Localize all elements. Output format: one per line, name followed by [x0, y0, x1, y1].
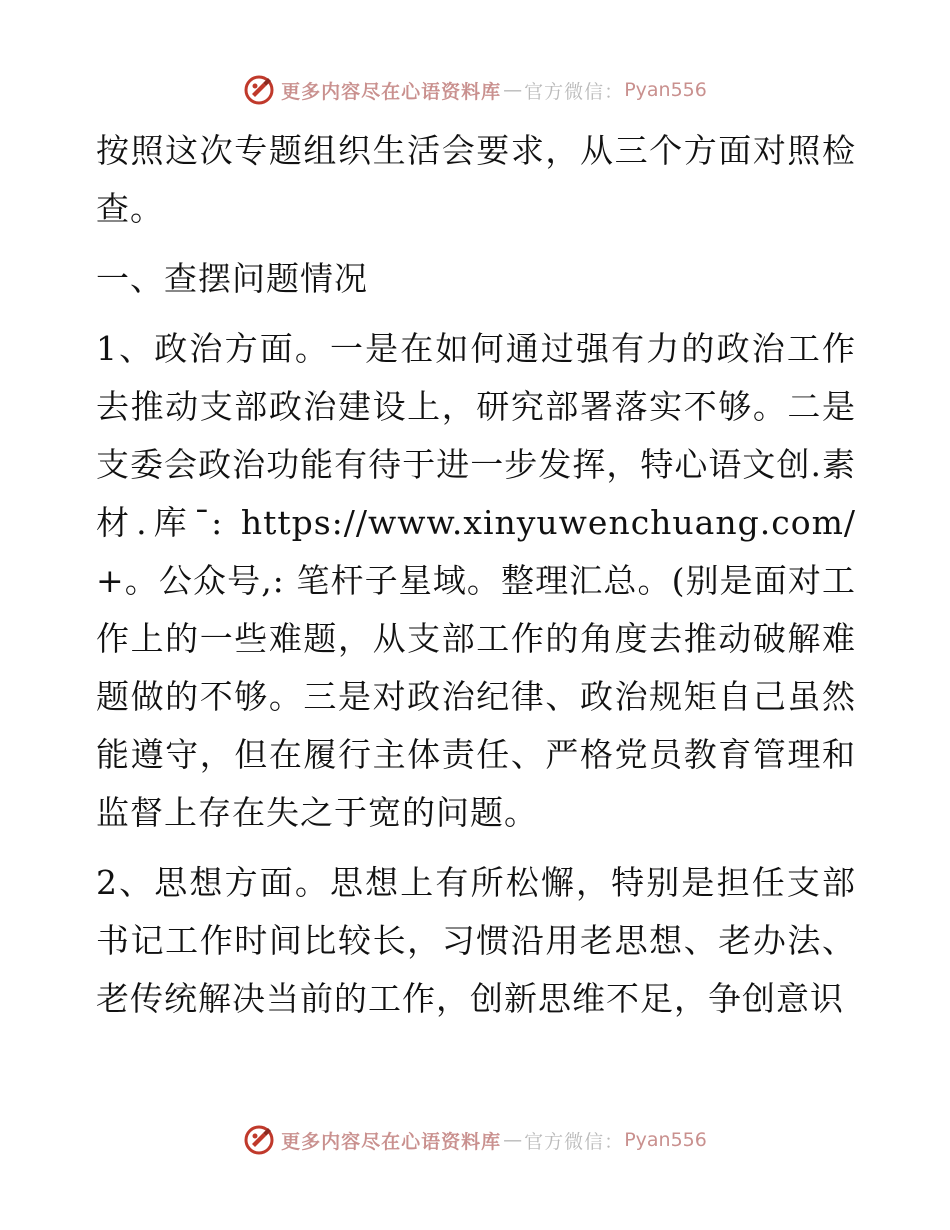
footer-banner: [0, 1120, 950, 1160]
header-dash: —: [503, 79, 523, 101]
document-body: [96, 122, 856, 1040]
header-official-label: 官方微信：: [524, 80, 625, 103]
brand-logo-icon: [243, 1124, 275, 1156]
header-banner: [0, 70, 950, 110]
brand-logo-icon: [243, 74, 275, 106]
header-promo-text: 更多内容尽在心语资料库: [281, 80, 502, 103]
footer-wechat-id: Pyan556: [624, 1129, 707, 1151]
section-heading: 一、查摆问题情况: [96, 259, 368, 298]
ideological-aspect-paragraph: 2、思想方面。思想上有所松懈，特别是担任支部书记工作时间比较长，习惯沿用老思想、老办法、老传统解决当前的工作，创新思维不足，争创意识: [96, 863, 856, 1018]
intro-paragraph: 按照这次专题组织生活会要求，从三个方面对照检查。: [96, 131, 856, 228]
footer-dash: —: [503, 1129, 523, 1151]
political-aspect-paragraph: 1、政治方面。一是在如何通过强有力的政治工作去推动支部政治建设上，研究部署落实不够。二是支委会政治功能有待于进一步发挥，特心语文创.素材.库¯: https://www.xinyuwenchuang.com/+。公众号,: 笔杆子星域。整理汇总。(别是面对工作上的一些难题，从支部工作的角度去推动破解难题做的不够。三是对政治纪律、政治规矩自己虽然能遵守，但在履行主体责任、严格党员教育管理和监督上存在失之于宽的问题。: [96, 329, 856, 832]
footer-promo-text: 更多内容尽在心语资料库: [281, 1130, 502, 1153]
header-wechat-id: Pyan556: [624, 79, 707, 101]
footer-official-label: 官方微信：: [524, 1130, 625, 1153]
